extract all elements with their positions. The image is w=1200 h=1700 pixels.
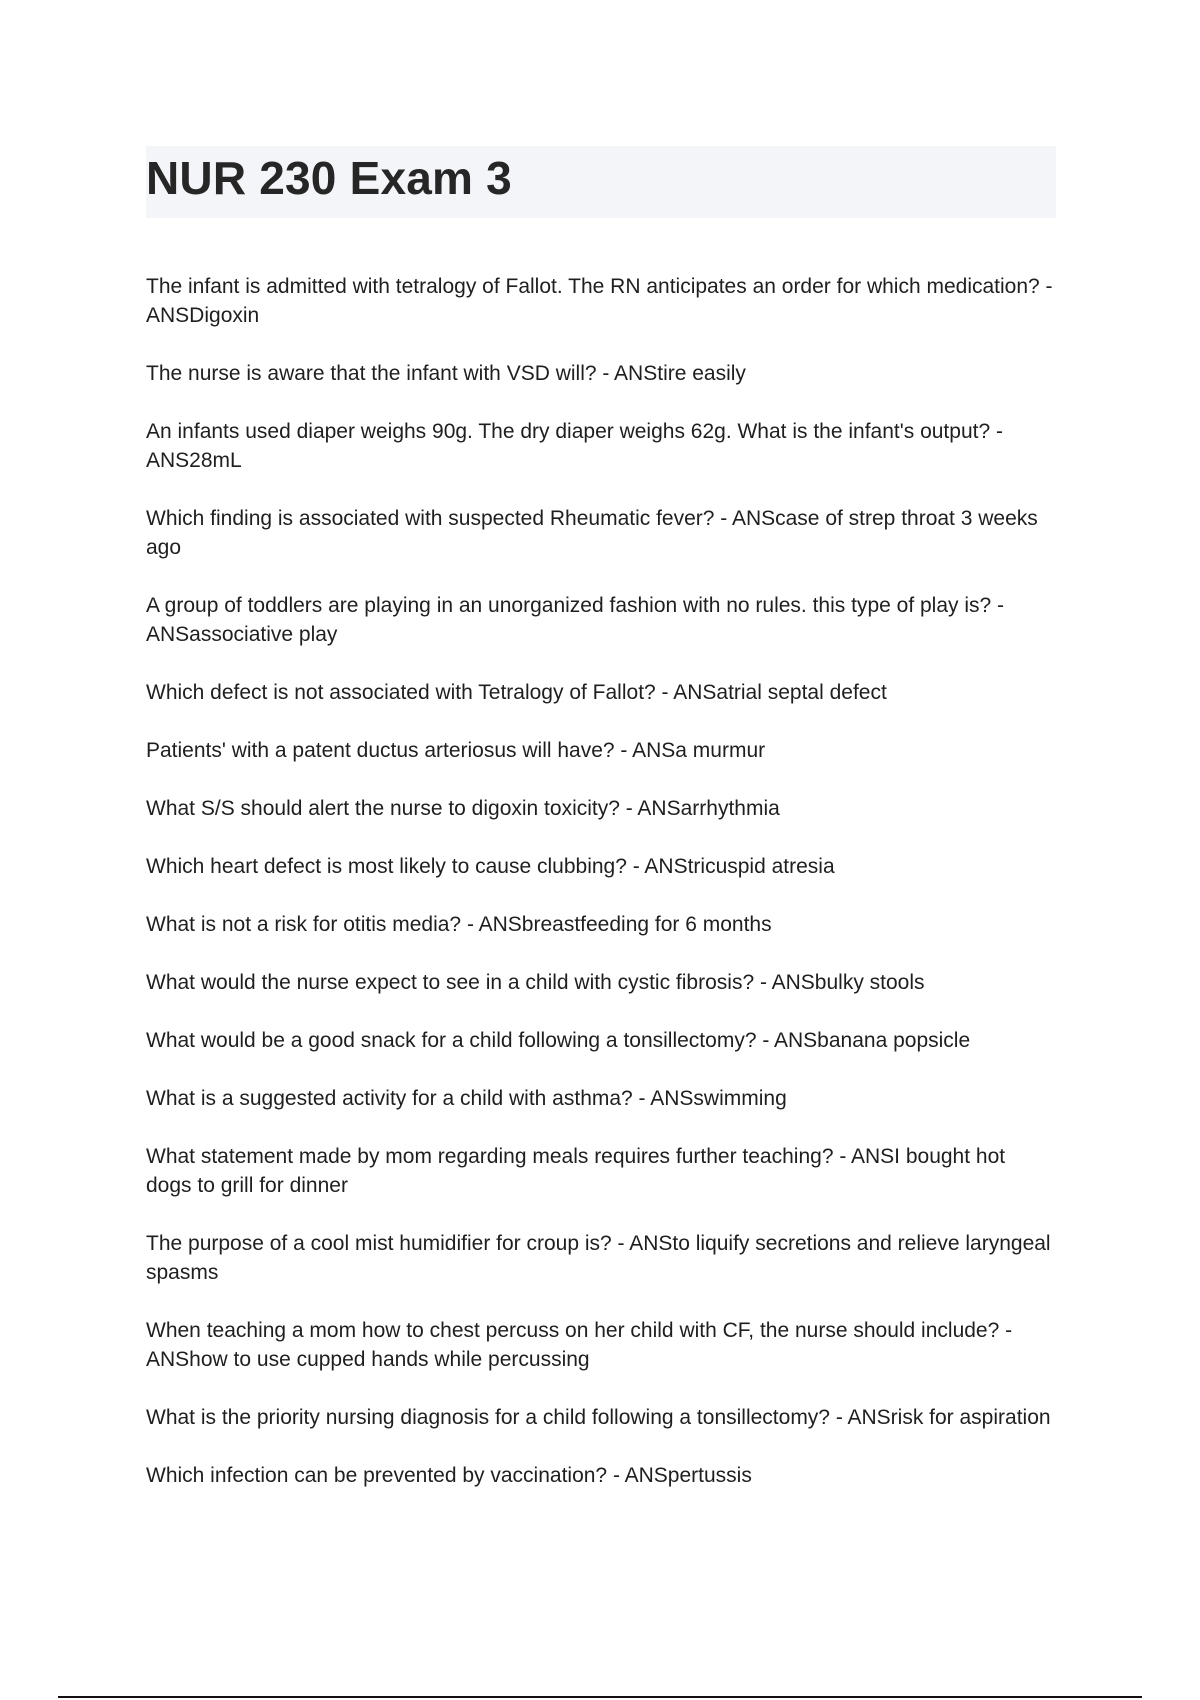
page-title: NUR 230 Exam 3 (146, 152, 512, 204)
title-band (146, 146, 1056, 218)
question-item-17: What is the priority nursing diagnosis for a child following a tonsillectomy? - ANSrisk for aspiration (146, 1406, 1051, 1429)
question-item-15: The purpose of a cool mist humidifier for croup is? - ANSto liquify secretions and relieve laryngeal spasms (146, 1232, 1051, 1284)
question-item-8: What S/S should alert the nurse to digoxin toxicity? - ANSarrhythmia (146, 797, 780, 820)
question-item-14: What statement made by mom regarding meals requires further teaching? - ANSI bought hot dogs to grill for dinner (146, 1145, 1006, 1197)
question-item-11: What would the nurse expect to see in a child with cystic fibrosis? - ANSbulky stools (146, 971, 925, 994)
question-item-12: What would be a good snack for a child following a tonsillectomy? - ANSbanana popsicle (146, 1029, 971, 1052)
question-item-1: The infant is admitted with tetralogy of Fallot. The RN anticipates an order for which medication? - ANSDigoxin (146, 275, 1053, 327)
question-item-2: The nurse is aware that the infant with VSD will? - ANStire easily (146, 362, 746, 385)
question-item-13: What is a suggested activity for a child with asthma? - ANSswimming (146, 1087, 787, 1110)
question-item-9: Which heart defect is most likely to cause clubbing? - ANStricuspid atresia (146, 855, 835, 878)
question-list (146, 272, 1056, 1519)
footer-divider (58, 1696, 1142, 1698)
question-item-18: Which infection can be prevented by vaccination? - ANSpertussis (146, 1464, 752, 1487)
question-item-3: An infants used diaper weighs 90g. The dry diaper weighs 62g. What is the infant's output? - ANS28mL (146, 420, 1003, 472)
question-item-10: What is not a risk for otitis media? - ANSbreastfeeding for 6 months (146, 913, 772, 936)
question-item-16: When teaching a mom how to chest percuss on her child with CF, the nurse should include? - ANShow to use cupped hands while percussing (146, 1319, 1013, 1371)
question-item-5: A group of toddlers are playing in an unorganized fashion with no rules. this type of play is? - ANSassociative play (146, 594, 1005, 646)
question-item-6: Which defect is not associated with Tetralogy of Fallot? - ANSatrial septal defect (146, 681, 887, 704)
question-item-7: Patients' with a patent ductus arteriosus will have? - ANSa murmur (146, 739, 766, 762)
question-item-4: Which finding is associated with suspected Rheumatic fever? - ANScase of strep throat 3 weeks ago (146, 507, 1038, 559)
